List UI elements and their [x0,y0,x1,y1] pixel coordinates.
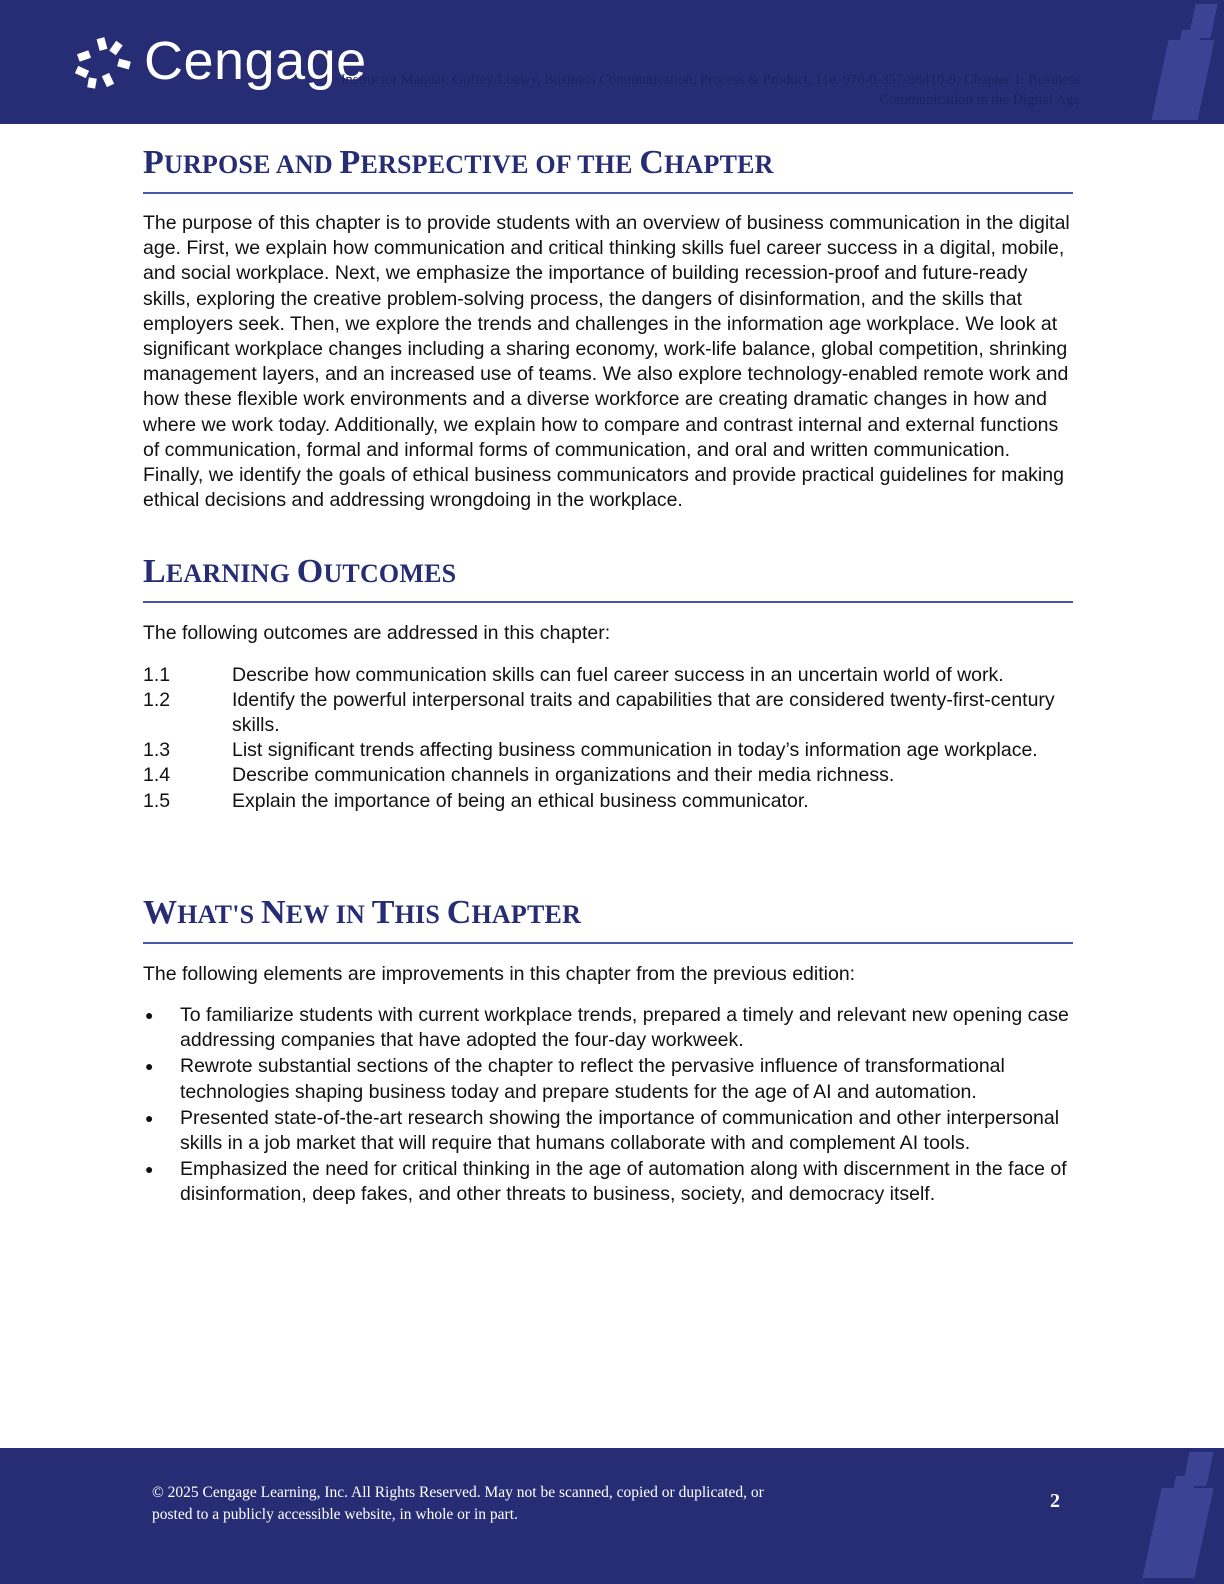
copyright-line: posted to a publicly accessible website, in whole or in part. [152,1506,518,1523]
bullet-icon: ● [145,1058,154,1075]
page-number: 2 [1050,1490,1060,1512]
section-learning-outcomes [143,549,1073,813]
page-footer [0,1448,1224,1584]
improvements-list [143,1003,1073,1208]
running-head [220,70,1080,110]
bullet-icon: ● [145,1161,154,1178]
improvement-text: Rewrote substantial sections of the chapter to reflect the pervasive influence of transformational technologies shaping business today and prepare students for the age of AI and automation. [180,1055,1005,1103]
page-header [0,0,1224,124]
outcomes-intro: The following outcomes are addressed in this chapter: [143,622,611,645]
footer-decoration [1172,1476,1196,1496]
list-item [143,1157,1073,1207]
outcome-number: 1.4 [143,764,171,787]
outcomes-list [143,663,1073,814]
cengage-wordmark: Cengage [144,31,367,91]
outcome-number: 1.5 [143,789,171,812]
bullet-icon: ● [145,1007,154,1024]
section-whats-new [143,890,1073,1208]
list-item [143,789,1073,814]
running-head-line: Instructor Manual: Guffey/Loewy, Business Communication, Process & Product, 11e, 978-0-357-98410-9; Chapter 1: Business [340,72,1080,88]
improvement-text: To familiarize students with current workplace trends, prepared a timely and relevant new opening case addressing companies that have adopted the four-day workweek. [180,1004,1069,1052]
copyright-line: © 2025 Cengage Learning, Inc. All Rights Reserved. May not be scanned, copied or duplicated, or [152,1484,764,1501]
purpose-paragraph: The purpose of this chapter is to provide students with an overview of business communication in the digital age. First, we explain how communication and critical thinking skills fuel career success in a digital, mobile, and social workplace. Next, we emphasize the importance of building recession-proof and future-ready skills, exploring the creative problem-solving process, the dangers of disinformation, and the skills that employers seek. Then, we explore the trends and challenges in the information age workplace. We look at significant workplace changes including a sharing economy, work-life balance, global competition, shrinking management layers, and an increased use of teams. We also explore technology-enabled remote work and how these flexible work environments and a diverse workforce are creating dramatic changes in how and where we work today. Additionally, we explain how to compare and contrast internal and external functions of communication, formal and informal forms of communication, and oral and written communication. Finally, we identify the goals of ethical business communicators and provide practical guidelines for making ethical decisions and addressing wrongdoing in the workplace. [143,212,1070,512]
header-decoration [1151,40,1214,120]
outcome-number: 1.3 [143,739,171,762]
copyright-notice [152,1482,872,1526]
list-item [143,1054,1073,1104]
outcome-text: Describe how communication skills can fuel career success in an uncertain world of work. [232,663,1004,686]
whats-new-intro: The following elements are improvements in this chapter from the previous edition: [143,962,856,985]
outcome-text: List significant trends affecting business communication in today’s information age workplace. [232,739,1038,762]
improvement-text: Emphasized the need for critical thinking in the age of automation along with discernment in the face of disinformation, deep fakes, and other threats to business, society, and democracy itself. [180,1158,1067,1206]
list-item [143,663,1073,688]
header-decoration [1178,30,1202,50]
list-item [143,738,1073,763]
improvement-text: Presented state-of-the-art research showing the importance of communication and other interpersonal skills in a job market that will require that humans collaborate with and complement AI tools. [180,1106,1060,1155]
section-heading: WHAT'S NEW IN THIS CHAPTER [143,890,1073,944]
outcome-number: 1.1 [143,663,171,686]
list-item [143,1106,1073,1156]
outcome-text: Identify the powerful interpersonal traits and capabilities that are considered twenty-first-century skills. [232,688,1055,737]
page-content [143,140,1073,1209]
cengage-logo-mark-icon [74,36,134,92]
section-heading: PURPOSE AND PERSPECTIVE OF THE CHAPTER [143,140,1073,194]
footer-decoration [1142,1488,1213,1578]
list-item [143,1003,1073,1053]
bullet-icon: ● [145,1109,154,1126]
outcome-number: 1.2 [143,688,171,711]
section-purpose [143,140,1073,513]
section-heading: LEARNING OUTCOMES [143,549,1073,603]
list-item [143,763,1073,788]
list-item [143,688,1073,738]
outcome-text: Describe communication channels in organizations and their media richness. [232,764,895,787]
outcome-text: Explain the importance of being an ethical business communicator. [232,789,809,812]
running-head-line: Communication in the Digital Age [879,92,1080,108]
